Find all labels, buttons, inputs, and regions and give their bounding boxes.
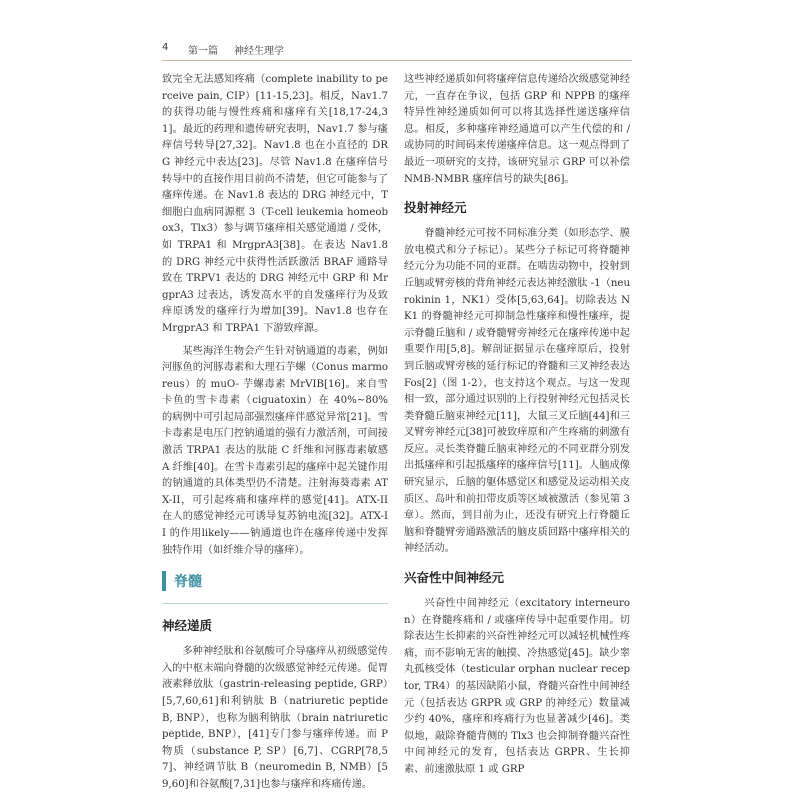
subsection-projection-neurons: 投射神经元 [404,200,467,216]
running-header [162,40,632,58]
section-rule [162,603,388,604]
paragraph-projection-neurons: 脊髓神经元可按不同标准分类（如形态学、膜放电模式和分子标记）。某些分子标记可将脊髓神经元分为功能不同的亚群。在啮齿动物中，投射到丘脑或臂旁核的背角神经元表达神经激肽 -1（neurokinin 1，NK1）受体[5,63,64]。切除表达 NK1 的脊髓神经元可抑制急性瘙痒和慢性瘙痒，提示脊髓丘脑和 / 或脊髓臂旁神经元在瘙痒传递中起重要作用[5,8]。解剖证据显示在瘙痒原后，投射到丘脑或臂旁核的延行标记的脊髓和三叉神经表达 Fos[2]（图 1-2），也支持这个观点。与这一发现相一致，部分通过识别的上行投射神经元包括灵长类脊髓丘脑束神经元[11]，大鼠三叉丘脑[44]和三叉臂旁神经元[38]可被致痒原和产生疼痛的刺激有反应。灵长类脊髓丘脑束神经元的不同亚群分别发出抵瘙痒和引起抵瘙痒的瘙痒信号[11]。人脑成像研究显示，丘脑的躯体感觉区和感觉及运动相关皮质区、岛叶和前扣带皮质等区域被激活（参见第 3 章）。然而，到目前为止，还没有研究上行脊髓丘脑和脊髓臂旁通路激活的脑皮质回路中瘙痒相关的神经活动。 [404,228,630,555]
paragraph-excitatory-interneurons: 兴奋性中间神经元（excitatory interneuron）在脊髓疼痛和 / 或瘙痒传导中起重要作用。切除表达生长抑素的兴奋性神经元可以减轻机械性疼痛，而不影响无害的触摸、冷热感觉[45]。缺少睾丸孤核受体（testicular orphan nuclear receptor, TR4）的基因缺陷小鼠，脊髓兴奋性中间神经元（包括表达 GRPR 或 GRP 的神经元）数量减少约 40%，瘙痒和疼痛行为也显著减少[46]。类似地，敲除脊髓背侧的 Tlx3 也会抑制脊髓兴奋性中间神经元的发育，包括表达 GRPR、生长抑素、前速激肽原 1 或 GRP [404,598,630,775]
left-column [162,72,388,800]
part-title: 神经生理学 [234,46,284,57]
paragraph-marine-toxins: 某些海洋生物会产生针对钠通道的毒素，例如河豚鱼的河豚毒素和大理石芋螺（Conus marmoreus）的 muO- 芋螺毒素 MrVIB[16]。来自雪卡鱼的雪卡毒素（ciguatoxin）在 40%~80% 的病例中可引起局部强烈瘙痒伴感觉异常[21]。雪卡毒素是电压门控钠通道的强有力激活剂，可间接激活 TRPA1 表达的肽能 C 纤维和河豚毒素敏感 A 纤维[40]。在雪卡毒素引起的瘙痒中起关键作用的钠通道的具体类型仍不清楚。注射海葵毒素 ATX-II，可引起疼痛和瘙痒样的感觉[41]。ATX-II 在人的感觉神经元可诱导复苏钠电流[32]。ATX-II 的作用likely——钠通道也许在瘙痒传递中发挥独特作用（如纤维介导的瘙痒）。 [162,345,388,556]
section-title: 脊髓 [174,574,202,591]
part-label: 第一篇 [188,46,218,57]
section-heading [162,571,388,591]
header-rule [162,60,632,61]
right-column [404,72,630,785]
subsection-title: 神经递质 [162,618,213,634]
paragraph-nav-channels: 致完全无法感知疼痛（complete inability to perceive pain, CIP）[11-15,23]。相反，Nav1.7 的获得功能与慢性疼痛和瘙痒有关[18,17-24,31]。最近的药理和遗传研究表明，Nav1.7 参与瘙痒信号转导[27,32]。Nav1.8 也在小直径的 DRG 神经元中表达[23]。尽管 Nav1.8 在瘙痒信号转导中的直接作用目前尚不清楚，但它可能参与了瘙痒传递。在 Nav1.8 表达的 DRG 神经元中，T 细胞白血病同源框 3（T-cell leukemia homeobox3，Tlx3）参与调节瘙痒相关感觉通道 / 受体，如 TRPA1 和 MrgprA3[38]。在表达 Nav1.8 的 DRG 神经元中获得性活跃激活 BRAF 通路导致在 TRPV1 表达的 DRG 神经元中 GRP 和 MrgprA3 过表达，诱发高水平的自发瘙痒行为及致痒原诱发的瘙痒行为增加[39]。Nav1.8 也存在 MrgprA3 和 TRPA1 下游致痒源。 [162,74,388,334]
page-number: 4 [162,42,169,53]
section-bar [162,571,166,591]
paragraph-continuation: 这些神经递质如何将瘙痒信息传递给次级感觉神经元，一直存在争议，包括 GRP 和 NPPB 的瘙痒特异性神经递质如何可以将其选择性递送瘙痒信息。相反，多种瘙痒神经通道可以产生代偿的和 / 或协同的时间码来传递瘙痒信息。这一观点得到了最近一项研究的支持，该研究显示 GRP 可以补偿 NMB-NMBR 瘙痒信号的缺失[86]。 [404,74,630,185]
subsection-excitatory-interneurons: 兴奋性中间神经元 [404,570,505,586]
paragraph-neurotransmitters: 多种神经肽和谷氨酸可介导瘙痒从初级感觉传入的中枢末端向脊髓的次级感觉神经元传递。促胃液素释放肽（gastrin-releasing peptide, GRP）[5,7,60,61]和利钠肽 B（natriuretic peptide B, BNP），也称为脑利钠肽（brain natriuretic peptide, BNP），[41]专门参与瘙痒传递。而 P 物质（substance P, SP）[6,7]、CGRP[78,57]、神经调节肽 B（neuromedin B, NMB）[59,60]和谷氨酸[7,31]也参与瘙痒和疼痛传递。 [162,646,388,790]
